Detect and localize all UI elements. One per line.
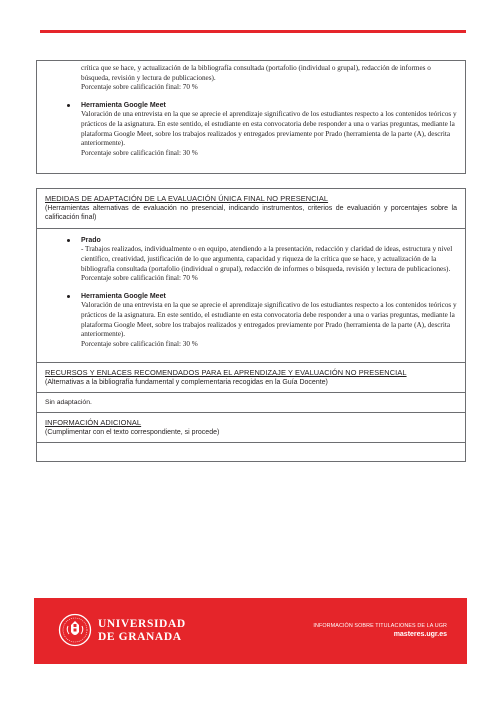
additional-info-value [37,443,465,453]
additional-info-value-box [36,443,466,462]
final-evaluation-section [36,188,466,228]
resources-section [36,363,466,393]
final-evaluation-tools-box [36,229,466,364]
evaluation-continuation-box [36,60,466,174]
prado-title: Prado [81,236,101,244]
meet-title: Herramienta Google Meet [81,101,166,109]
prado-percentage: Porcentaje sobre calificación final: 70 % [81,274,198,283]
bullet-icon [67,239,70,242]
section-note: (Herramientas alternativas de evaluación no presencial, indicando instrumentos, criterios de evaluación y porcentajes sobre la calificación final) [45,204,457,222]
footer-website-link[interactable]: masteres.ugr.es [393,631,447,638]
bullet-icon [67,104,70,107]
university-name [98,618,186,643]
list-item-google-meet [45,101,457,159]
top-red-rule [40,30,466,33]
meet-text: Valoración de una entrevista en la que se aprecie el aprendizaje significativo de los estudiantes respecto a los contenidos teóricos y prácticos de la asignatura. En este sentido, el estudiante en esta convocatoria debe responder a una o varias preguntas, mediante la plataforma Google Meet, sobre los trabajos realizados y entregados previamente por Prado (herramienta de la parte (A), descrita anteriormente). [81,110,457,148]
prado-percentage: Porcentaje sobre calificación final: 70 % [81,83,198,92]
prado-text: - Trabajos realizados, individualmente o en equipo, atendiendo a la presentación, redacción y claridad de ideas, estructura y nivel científico, creatividad, justificación de lo que argumenta, capacidad y riqueza de la crítica que se hace, y actualización de la bibliografía consultada (portafolio (individual o grupal), redacción de informes o búsqueda, revisión y lectura de publicaciones). [81,245,453,273]
meet-percentage: Porcentaje sobre calificación final: 30 % [81,339,198,348]
resources-value-box [36,393,466,413]
footer-info-text: INFORMACIÓN SOBRE TITULACIONES DE LA UGR [313,623,447,629]
list-item-prado [45,236,457,284]
section-note: (Cumplimentar con el texto correspondiente, si procede) [45,428,220,436]
additional-info-section [36,413,466,443]
document-body [36,60,466,462]
list-item-google-meet [45,292,457,350]
university-name-line2: DE GRANADA [98,630,182,643]
university-seal-icon [58,613,92,647]
section-heading: RECURSOS Y ENLACES RECOMENDADOS PARA EL APRENDIZAJE Y EVALUACIÓN NO PRESENCIAL [45,368,407,378]
section-note: (Alternativas a la bibliografía fundamental y complementaria recogidas en la Guía Docente) [45,378,328,386]
meet-percentage: Porcentaje sobre calificación final: 30 % [81,148,198,157]
resources-value: Sin adaptación. [45,399,92,407]
section-heading: MEDIDAS DE ADAPTACIÓN DE LA EVALUACIÓN ÚNICA FINAL NO PRESENCIAL [45,194,329,204]
prado-text-continuation: crítica que se hace, y actualización de la bibliografía consultada (portafolio (individual o grupal), redacción de informes o búsqueda, revisión y lectura de publicaciones). [81,64,431,82]
section-heading: INFORMACIÓN ADICIONAL [45,418,142,428]
university-name-line1: UNIVERSIDAD [98,618,186,630]
footer-banner [34,598,467,664]
meet-text: Valoración de una entrevista en la que se aprecie el aprendizaje significativo de los estudiantes respecto a los contenidos teóricos y prácticos de la asignatura. En este sentido, el estudiante en esta convocatoria debe responder a una o varias preguntas, mediante la plataforma Google Meet, sobre los trabajos realizados y entregados previamente por Prado (herramienta de la parte (A), descrita anteriormente). [81,301,457,339]
footer-info-block [313,623,447,639]
bullet-icon [67,295,70,298]
meet-title: Herramienta Google Meet [81,292,166,300]
